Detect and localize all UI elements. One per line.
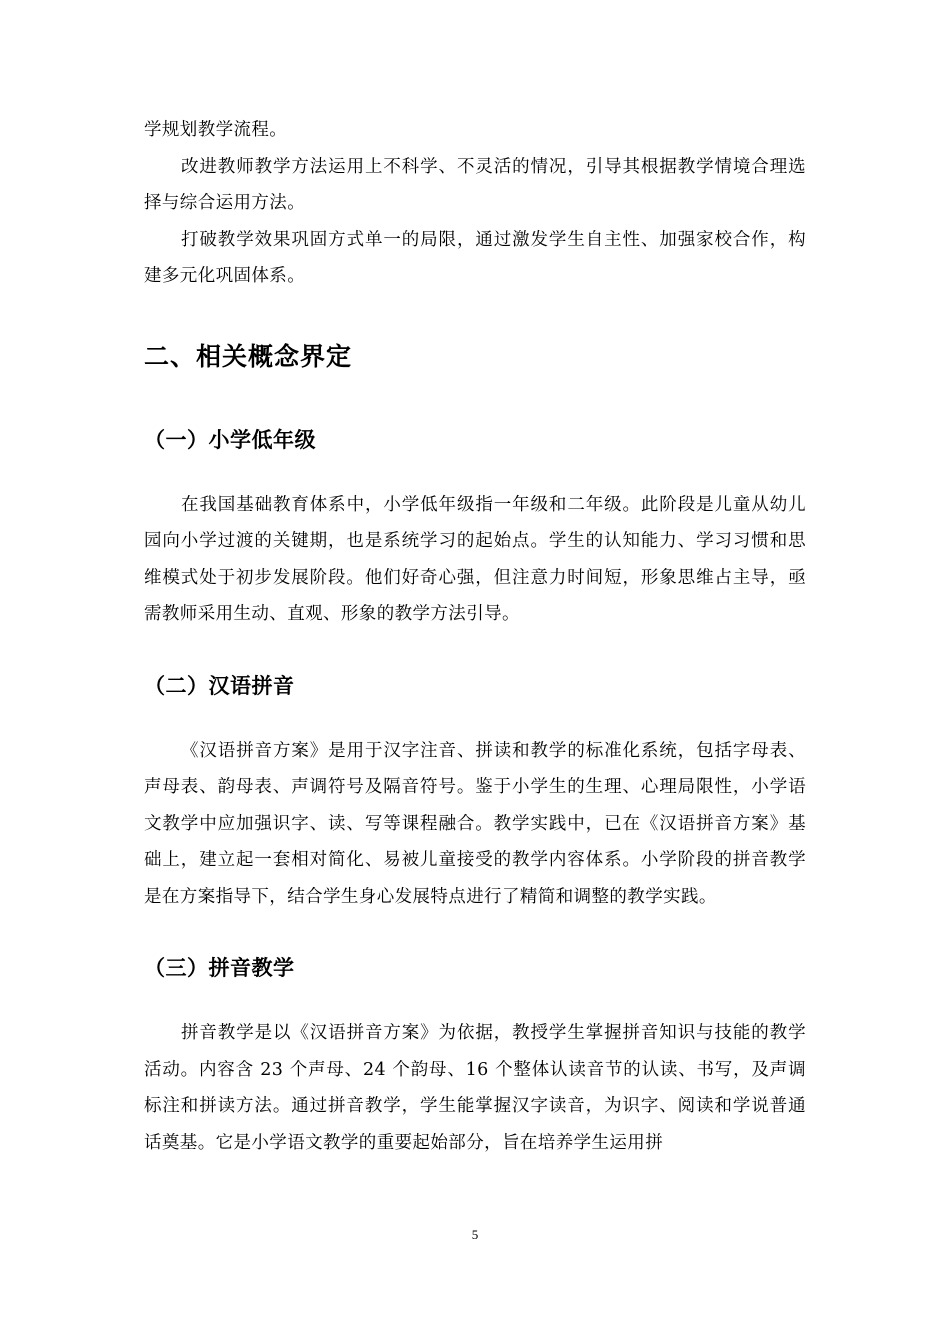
- subsection-paragraph-2: 《汉语拼音方案》是用于汉字注音、拼读和教学的标准化系统，包括字母表、声母表、韵母表、声调符号及隔音符号。鉴于小学生的生理、心理局限性，小学语文教学中应加强识字、读、写等课程融合。教学实践中，已在《汉语拼音方案》基础上，建立起一套相对简化、易被儿童接受的教学内容体系。小学阶段的拼音教学是在方案指导下，结合学生身心发展特点进行了精简和调整的教学实践。: [144, 740, 806, 907]
- page-content: [144, 112, 806, 1161]
- intro-paragraph-3: 打破教学效果巩固方式单一的局限，通过激发学生自主性、加强家校合作，构建多元化巩固体系。: [144, 229, 806, 286]
- subsection-heading-1: （一）小学低年级: [144, 427, 316, 452]
- intro-paragraph-2: 改进教师教学方法运用上不科学、不灵活的情况，引导其根据教学情境合理选择与综合运用方法。: [144, 156, 806, 213]
- subsection-paragraph-1: 在我国基础教育体系中，小学低年级指一年级和二年级。此阶段是儿童从幼儿园向小学过渡的关键期，也是系统学习的起始点。学生的认知能力、学习习惯和思维模式处于初步发展阶段。他们好奇心强，但注意力时间短，形象思维占主导，亟需教师采用生动、直观、形象的教学方法引导。: [144, 494, 806, 624]
- section-heading: 二、相关概念界定: [144, 341, 353, 371]
- intro-paragraph-1: 学规划教学流程。: [144, 120, 288, 140]
- page-number: 5: [471, 1227, 479, 1242]
- subsection-heading-2: （二）汉语拼音: [144, 673, 295, 698]
- subsection-paragraph-3: 拼音教学是以《汉语拼音方案》为依据，教授学生掌握拼音知识与技能的教学活动。内容含 23 个声母、24 个韵母、16 个整体认读音节的认读、书写，及声调标注和拼读方法。通过拼音教学，学生能掌握汉字读音，为识字、阅读和学说普通话奠基。它是小学语文教学的重要起始部分，旨在培养学生运用拼: [144, 1023, 806, 1153]
- subsection-heading-3: （三）拼音教学: [144, 956, 295, 980]
